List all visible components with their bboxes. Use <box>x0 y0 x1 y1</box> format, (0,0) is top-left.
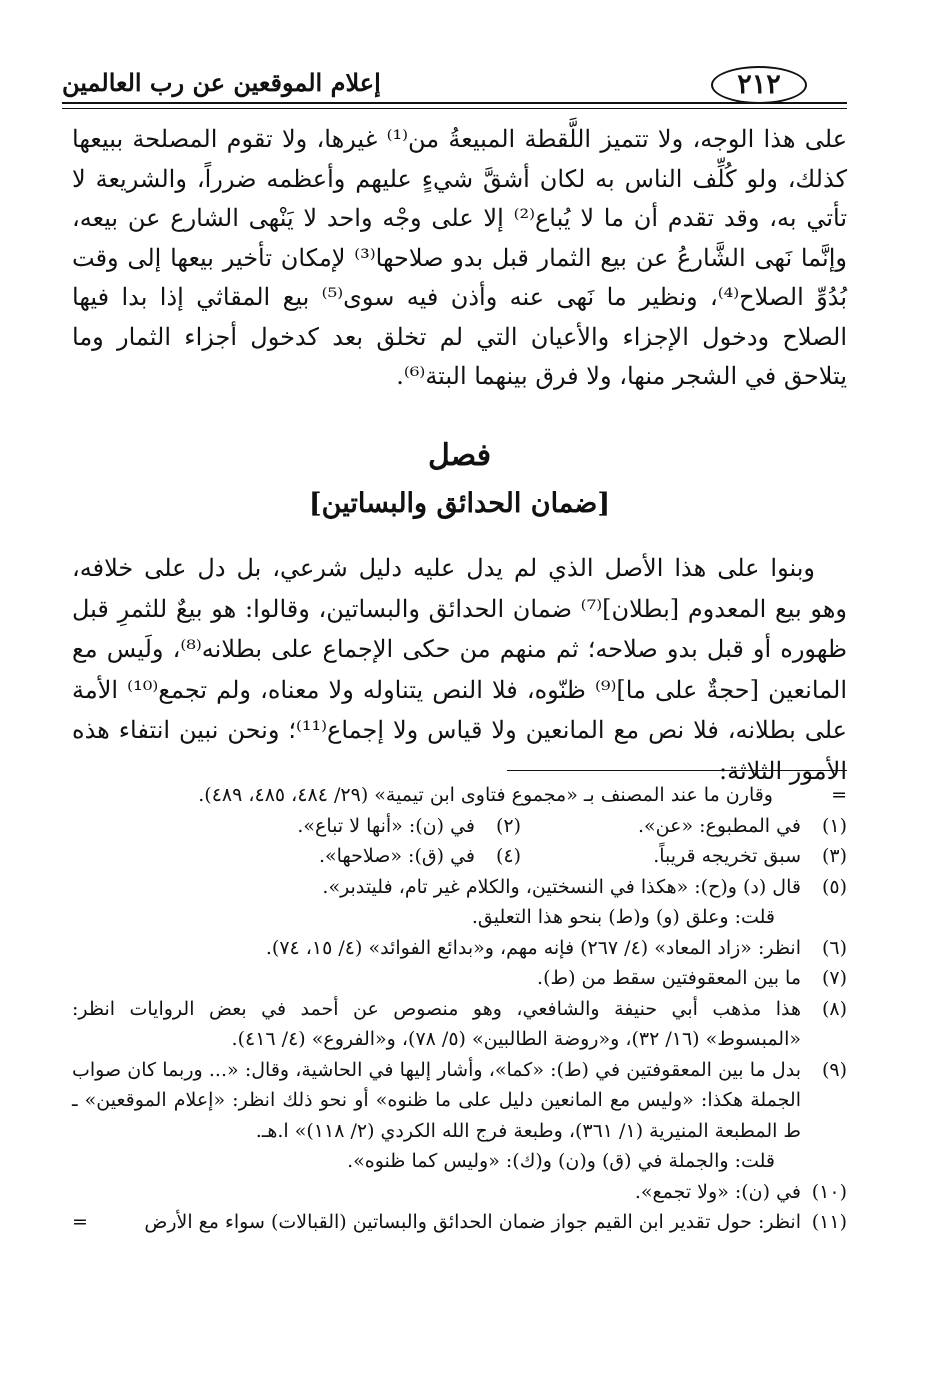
footnote-number: (٤) <box>495 845 521 867</box>
header-rule-thin <box>62 108 847 109</box>
header-rule <box>62 102 847 104</box>
footnote-text: قلت: وعلق (و) و(ط) بنحو هذا التعليق. <box>471 906 775 928</box>
footnote-text: انظر: حول تقدير ابن القيم جواز ضمان الحدائق والبساتين (القبالات) سواء مع الأرض <box>144 1211 801 1233</box>
footnote-number: (١) <box>821 814 847 837</box>
footnote-text: وقارن ما عند المصنف بـ «مجموع فتاوى ابن تيمية» (٢٩/ ٤٨٤، ٤٨٥، ٤٨٩). <box>198 784 773 806</box>
footnote-number: (٨) <box>821 997 847 1020</box>
footnote-number: (١١) <box>811 1211 847 1233</box>
footnote-number: (٥) <box>821 875 847 898</box>
footnote-row <box>72 872 847 903</box>
footnote-text: ما بين المعقوفتين سقط من (ط). <box>537 967 801 989</box>
footnote-marker: = <box>831 784 847 806</box>
footnote-text: في (ق): «صلاحها». <box>318 845 475 867</box>
page-number: ٢١٢ <box>711 66 807 104</box>
running-header <box>62 62 847 112</box>
footnote-text: في (ن): «أنها لا تباع». <box>297 814 475 837</box>
footnotes <box>72 780 847 1238</box>
book-title: إعلام الموقعين عن رب العالمين <box>62 68 381 97</box>
body-paragraph-2: وبنوا على هذا الأصل الذي لم يدل عليه دليل شرعي، بل دل على خلافه، وهو بيع المعدوم [بطلان]⁽⁷⁾ ضمان الحدائق والبساتين، وقالوا: هو بيعٌ للثمرِ قبل ظهوره أو قبل بدو صلاحه؛ ثم منهم من حكى الإجماع على بطلانه⁽⁸⁾، ولَيس مع المانعين [حجةٌ على ما]⁽⁹⁾ ظنّوه، فلا النص يتناوله ولا معناه، ولم تجمع⁽¹⁰⁾ الأمة على بطلانه، فلا نص مع المانعين ولا قياس ولا إجماع⁽¹¹⁾؛ ونحن نبين انتفاء هذه الأمور الثلاثة: <box>72 554 848 785</box>
continuation-marker: = <box>72 1211 88 1233</box>
footnote-comment <box>72 1146 847 1177</box>
footnote-row <box>72 1055 847 1147</box>
footnote-text: بدل ما بين المعقوفتين في (ط): «كما»، وأشار إليها في الحاشية، وقال: «... وربما كان صواب الجملة هكذا: «وليس مع المانعين دليل على ما ظنوه» أو نحو ذلك انظر: «إعلام الموقعين» ـ ط المطبعة المنيرية (١/ ٣٦١)، وطبعة فرج الله الكردي (٢/ ١١٨)» ا.هـ. <box>72 1058 801 1142</box>
footnote-number: (٦) <box>821 936 847 959</box>
footnote-text: في المطبوع: «عن». <box>637 814 801 837</box>
footnote-row <box>72 933 847 964</box>
footnote-text: قال (د) و(ح): «هكذا في النسختين، والكلام غير تام، فليتدبر». <box>322 875 801 898</box>
section-heading: فصل <box>427 438 492 473</box>
body-paragraph-1: على هذا الوجه، ولا تتميز اللَّقطة المبيعةُ من⁽¹⁾ غيرها، ولا تقوم المصلحة ببيعها كذلك، ولو كُلِّف الناس به لكان أشقَّ شيءٍ عليهم وأعظمه ضرراً، والشريعة لا تأتي به، وقد تقدم أن ما لا يُباع⁽²⁾ إلا على وجْه واحد لا يَنْهى الشارع عن بيعه، وإنَّما نَهى الشَّارعُ عن بيع الثمار قبل بدو صلاحها⁽³⁾ لإمكان تأخير بيعها إلى وقت بُدُوِّ الصلاح⁽⁴⁾، ونظير ما نَهى عنه وأذن فيه سوى⁽⁵⁾ بيع المقاثي إذا بدا فيها الصلاح ودخول الإجزاء والأعيان التي لم تخلق بعد كدخول أجزاء الثمار وما يتلاحق في الشجر منها، ولا فرق بينهما البتة⁽⁶⁾. <box>72 125 848 390</box>
footnote-text: سبق تخريجه قريباً. <box>653 845 801 867</box>
footnote-row <box>72 841 847 872</box>
footnote-row <box>72 1207 847 1238</box>
footnote-row <box>72 994 847 1055</box>
footnote-carryover <box>72 780 847 811</box>
footnote-row <box>72 811 847 842</box>
footnote-comment <box>72 902 847 933</box>
footnote-number: (٢) <box>495 814 521 837</box>
footnote-number: (٧) <box>821 967 847 989</box>
footnote-text: هذا مذهب أبي حنيفة والشافعي، وهو منصوص عن أحمد في بعض الروايات انظر: «المبسوط» (١٦/ ٣٢)، و«روضة الطالبين» (٥/ ٧٨)، و«الفروع» (٤/ ٤١٦). <box>72 997 801 1050</box>
footnote-text: انظر: «زاد المعاد» (٤/ ٢٦٧) فإنه مهم، و«بدائع الفوائد» (٤/ ١٥، ٧٤). <box>265 936 801 959</box>
footnote-row <box>72 963 847 994</box>
footnote-number: (٩) <box>821 1058 847 1081</box>
section-subheading: [ضمان الحدائق والبساتين] <box>308 488 611 519</box>
footnote-number: (٣) <box>821 845 847 867</box>
footnote-number: (١٠) <box>811 1180 847 1203</box>
footnote-text: في (ن): «ولا تجمع». <box>634 1180 801 1203</box>
footnote-separator <box>507 770 847 771</box>
footnote-text: قلت: والجملة في (ق) و(ن) و(ك): «وليس كما ظنوه». <box>347 1150 775 1172</box>
footnote-row <box>72 1177 847 1208</box>
